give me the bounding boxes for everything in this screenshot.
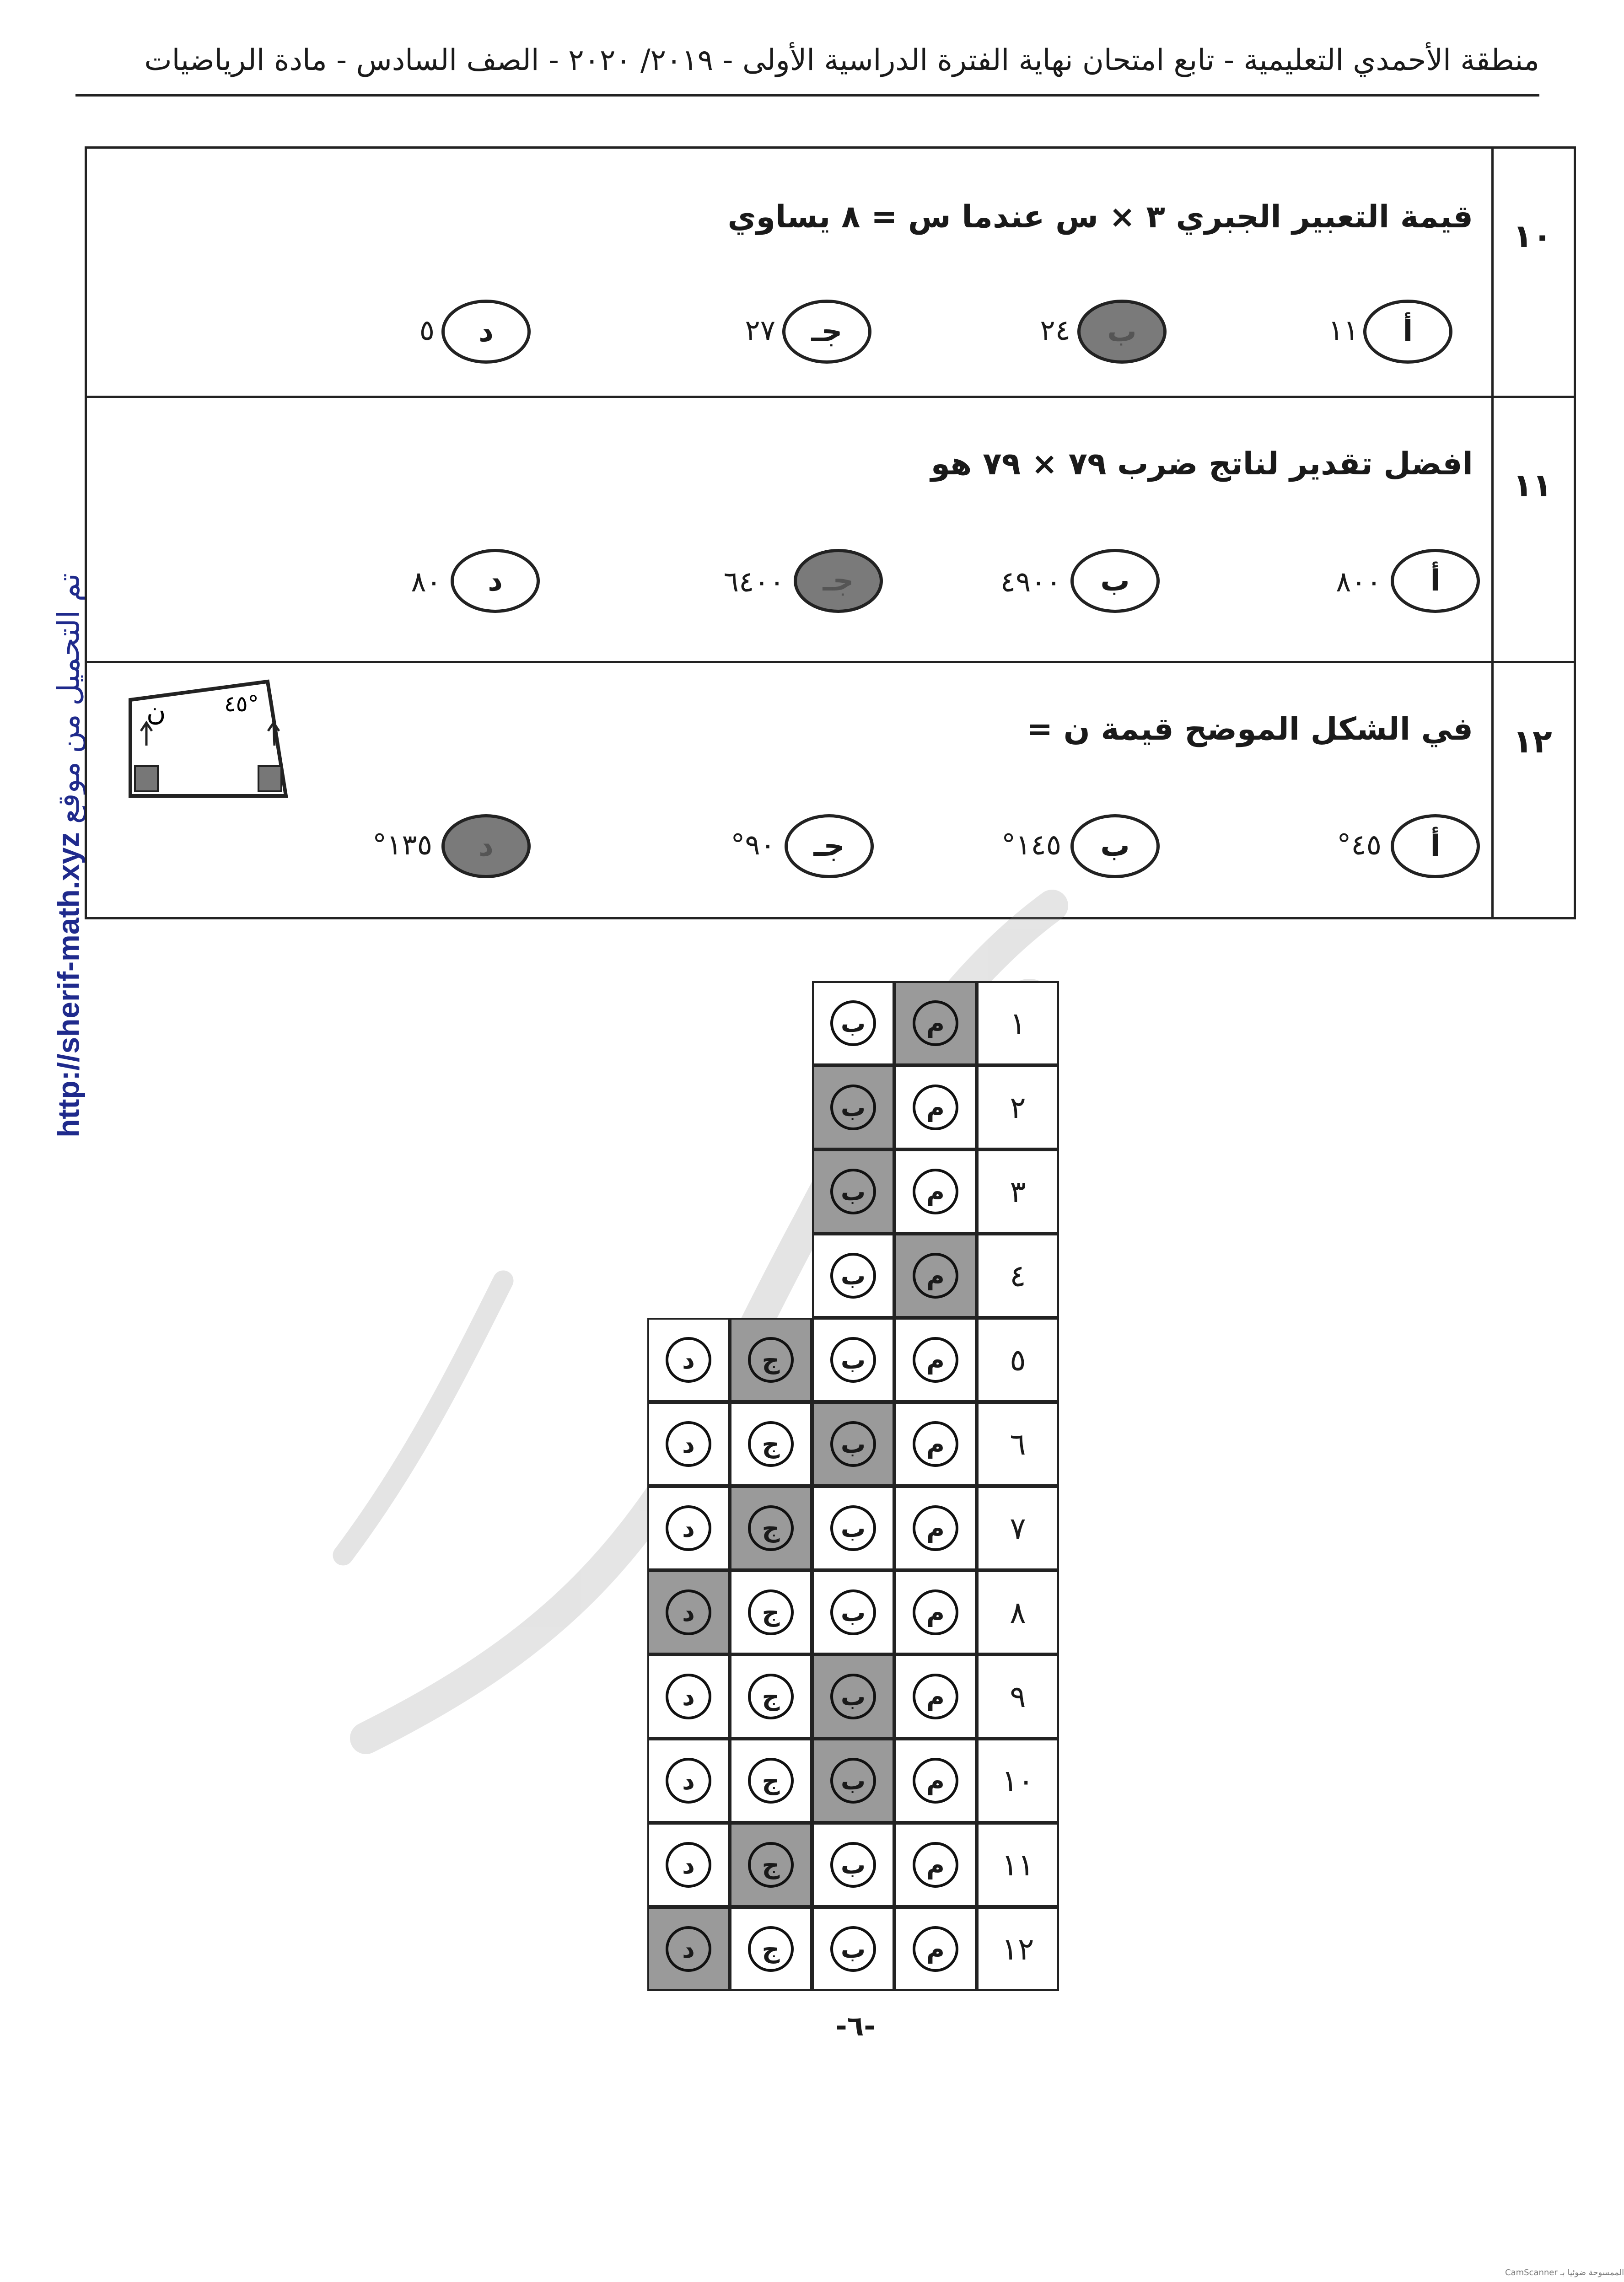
answer-cell[interactable] [730,1739,812,1823]
side-url-link[interactable]: http://sherif-math.xyz [51,832,86,1138]
option-letter: ب [1107,315,1137,349]
answer-bubble: ب [830,1421,876,1467]
answer-cell[interactable] [894,1823,977,1907]
questions-table [85,146,1576,919]
option-c-bubble[interactable] [782,300,871,364]
answer-bubble: ب [830,1253,876,1299]
option-d-bubble[interactable] [441,300,531,364]
answer-row-number [977,1570,1059,1654]
answer-bubble: ج [748,1337,794,1383]
option-b-value: ٢٤ [1040,313,1070,347]
option-letter: د [488,564,503,598]
answer-row-number [977,1823,1059,1907]
answer-bubble: ج [748,1842,794,1888]
option-a-bubble[interactable] [1391,549,1480,613]
answer-cell[interactable] [812,1907,894,1991]
answer-cell[interactable] [812,1823,894,1907]
answer-bubble: ب [830,1926,876,1972]
answer-row-number [977,1654,1059,1739]
answer-row-number [977,981,1059,1065]
answer-cell[interactable] [812,1486,894,1570]
row-number-text: ١٠ [1001,1763,1034,1799]
side-source-note [51,573,86,1138]
row-number-text: ٧ [1010,1510,1026,1546]
answer-cell[interactable] [894,1907,977,1991]
question-number: ١٠ [1513,217,1552,255]
row-number-text: ٥ [1010,1342,1026,1378]
answer-bubble: ب [830,1505,876,1551]
option-a-bubble[interactable] [1363,300,1452,364]
header-divider [75,94,1539,97]
answer-cell[interactable] [730,1570,812,1654]
answer-bubble: م [913,1085,958,1130]
answer-cell[interactable] [812,981,894,1065]
option-letter: د [479,829,494,863]
option-b-bubble[interactable] [1077,300,1167,364]
answer-cell[interactable] [812,1654,894,1739]
answer-bubble: د [666,1674,711,1719]
answer-cell[interactable] [894,1149,977,1234]
option-a-value: ٨٠٠ [1336,565,1382,598]
page-header: منطقة الأحمدي التعليمية - تابع امتحان نهاية الفترة الدراسية الأولى - ٢٠١٩/ ٢٠٢٠ - الصف السادس - مادة الرياضيات [144,43,1539,77]
answer-row-number [977,1318,1059,1402]
answer-cell[interactable] [812,1318,894,1402]
option-d-bubble[interactable] [441,814,531,878]
row-number-text: ٣ [1010,1174,1026,1209]
answer-cell[interactable] [894,1570,977,1654]
answer-bubble: د [666,1421,711,1467]
answer-cell[interactable] [647,1570,730,1654]
answer-bubble: ب [830,1842,876,1888]
answer-cell[interactable] [647,1654,730,1739]
right-angle-marker [258,766,281,791]
option-letter: أ [1430,829,1441,863]
answer-bubble: ب [830,1589,876,1635]
page-number: -٦- [835,2010,876,2042]
answer-bubble: ب [830,1758,876,1804]
answer-bubble: م [913,1421,958,1467]
answer-cell[interactable] [812,1570,894,1654]
option-b-bubble[interactable] [1070,549,1160,613]
option-a-value: ١١ [1328,313,1359,347]
option-c-bubble[interactable] [794,549,883,613]
option-c-value: ٩٠° [731,828,775,861]
answer-bubble: م [913,1337,958,1383]
right-angle-marker [135,766,158,791]
option-b-bubble[interactable] [1070,814,1160,878]
answer-cell[interactable] [730,1486,812,1570]
answer-bubble: م [913,1842,958,1888]
answer-bubble: د [666,1337,711,1383]
answer-bubble: ج [748,1505,794,1551]
option-letter: ب [1100,564,1130,598]
option-letter: جـ [813,829,845,863]
answer-row-number [977,1486,1059,1570]
option-c-value: ٦٤٠٠ [723,565,785,598]
answer-bubble: م [913,1169,958,1214]
answer-row-number [977,1149,1059,1234]
answer-cell[interactable] [894,1402,977,1486]
answer-cell[interactable] [647,1318,730,1402]
angle-45-label: ٤٥° [224,691,259,717]
row-number-text: ١٢ [1001,1931,1034,1967]
answer-cell[interactable] [894,1234,977,1318]
option-b-value: ٤٩٠٠ [1000,565,1061,598]
row-number-text: ٨ [1010,1595,1026,1630]
row-number-text: ٢ [1010,1090,1026,1125]
answer-row-number [977,1739,1059,1823]
answer-cell[interactable] [647,1823,730,1907]
answer-bubble: م [913,1926,958,1972]
answer-row-number [977,1907,1059,1991]
answer-bubble: د [666,1505,711,1551]
row-number-text: ٦ [1010,1426,1026,1462]
answer-bubble: ب [830,1085,876,1130]
answer-bubble: ج [748,1926,794,1972]
answer-row-number [977,1234,1059,1318]
option-letter: جـ [811,315,843,349]
answer-bubble: م [913,1758,958,1804]
answer-cell[interactable] [812,1739,894,1823]
answer-bubble: م [913,1253,958,1299]
answer-cell[interactable] [730,1907,812,1991]
answer-cell[interactable] [647,1739,730,1823]
answer-cell[interactable] [812,1402,894,1486]
answer-bubble: م [913,1000,958,1046]
side-note-text: تم التحميل من موقع [51,573,86,824]
answer-cell[interactable] [894,981,977,1065]
answer-row-number [977,1402,1059,1486]
answer-cell[interactable] [812,1234,894,1318]
option-d-value: ٨٠ [411,565,441,598]
answer-bubble: ج [748,1421,794,1467]
answer-cell[interactable] [647,1907,730,1991]
row-number-text: ١ [1010,1005,1026,1041]
question-text: قيمة التعبير الجبري ٣ × س عندما س = ٨ يساوي [727,199,1473,235]
option-letter: ب [1100,829,1130,863]
row-number-text: ٩ [1010,1679,1026,1714]
option-a-bubble[interactable] [1391,814,1480,878]
answer-cell[interactable] [730,1402,812,1486]
question-row [87,149,1574,398]
answer-cell[interactable] [730,1654,812,1739]
option-c-value: ٢٧ [745,313,775,347]
answer-bubble: م [913,1674,958,1719]
row-number-text: ٤ [1010,1258,1026,1294]
answer-bubble: م [913,1505,958,1551]
answer-cell[interactable] [894,1654,977,1739]
row-number-text: ١١ [1001,1847,1034,1883]
option-letter: أ [1430,564,1441,598]
answer-bubble: ب [830,1000,876,1046]
answer-bubble: م [913,1589,958,1635]
answer-cell[interactable] [647,1486,730,1570]
option-a-value: ٤٥° [1337,828,1382,861]
option-d-bubble[interactable] [451,549,540,613]
question-row [87,398,1574,663]
answer-cell[interactable] [647,1402,730,1486]
question-row [87,663,1574,919]
option-b-value: ١٤٥° [1001,828,1061,861]
unknown-angle-label: ن [146,696,166,727]
answer-bubble: ج [748,1589,794,1635]
question-number: ١١ [1513,467,1552,504]
answer-bubble: د [666,1926,711,1972]
option-d-value: ١٣٥° [372,828,432,861]
answer-cell[interactable] [894,1739,977,1823]
answer-bubble: ب [830,1337,876,1383]
answer-cell[interactable] [812,1149,894,1234]
question-number: ١٢ [1513,723,1552,760]
question-text: افضل تقدير لناتج ضرب ٧٩ × ٧٩ هو [930,446,1473,482]
answer-cell[interactable] [894,1486,977,1570]
answer-cell[interactable] [730,1318,812,1402]
answer-cell[interactable] [894,1065,977,1149]
answer-bubble: د [666,1589,711,1635]
answer-cell[interactable] [812,1065,894,1149]
question-text: في الشكل الموضح قيمة ن = [1027,711,1473,747]
scanner-footer: CamScanner الممسوحة ضوئيا بـ [1505,2268,1624,2277]
option-c-bubble[interactable] [785,814,874,878]
answer-bubble: د [666,1758,711,1804]
answer-bubble: ج [748,1758,794,1804]
answer-bubble: ج [748,1674,794,1719]
answer-bubble: ب [830,1169,876,1214]
option-letter: أ [1403,315,1413,349]
answer-row-number [977,1065,1059,1149]
option-letter: د [479,315,494,349]
answer-cell[interactable] [730,1823,812,1907]
option-d-value: ٥ [419,313,435,347]
answer-bubble: د [666,1842,711,1888]
quadrilateral-figure [121,677,295,810]
option-letter: جـ [823,564,854,598]
answer-bubble: ب [830,1674,876,1719]
answer-cell[interactable] [894,1318,977,1402]
